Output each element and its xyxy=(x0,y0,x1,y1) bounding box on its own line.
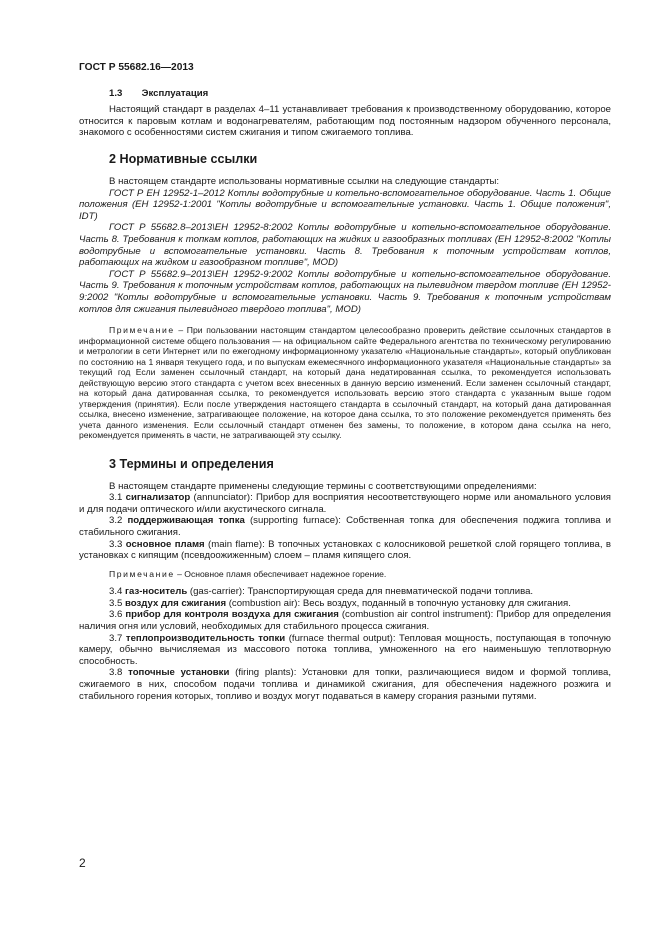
term-definition: (combustion air control instrument): Прибор для определения наличия огня или условий, необходимых для стабильного процесса сжигания. xyxy=(79,609,612,633)
term-number: 3.6 xyxy=(109,609,123,621)
term-number: 3.1 xyxy=(109,492,123,504)
term-number: 3.8 xyxy=(109,667,123,679)
term-3-4 xyxy=(79,586,611,598)
subsection-title: Эксплуатация xyxy=(141,87,209,99)
term-number: 3.5 xyxy=(109,597,123,609)
section-3-intro: В настоящем стандарте применены следующие термины с соответствующими определениями: xyxy=(109,480,537,492)
normative-ref-3: ГОСТ Р 55682.9–2013\ЕН 12952-9:2002 Котлы водотрубные и котельно-вспомогательное оборудование. Часть 9. Требования к топочным устройствам котлов, работающих на пылевидном твердом топливе (ЕН 12952-9:2002 "Котлы водотрубные и вспомогательные установки. Часть 9. Требования к топочным устройствам котлов для сжигания пылевидного твердого топлива", MOD) xyxy=(79,268,611,315)
term-definition: (main flame): В топочных установках с колосниковой решеткой слой горящего топлива, в установках с кипящим (псевдоожиженным) слоем – пламя кипящего слоя. xyxy=(79,538,611,562)
term-name: газ-носитель xyxy=(125,586,188,598)
term-name: поддерживающая топка xyxy=(127,515,245,527)
normative-ref-1: ГОСТ Р ЕН 12952-1–2012 Котлы водотрубные и котельно-вспомогательное оборудование. Часть 1. Общие положения (ЕН 12952-1:2001 "Котлы водотрубные и вспомогательные установки. Часть 1. Общие положения", IDT) xyxy=(79,187,611,222)
term-3-8 xyxy=(79,667,611,702)
section-2-note xyxy=(79,325,611,441)
section-2-title: 2 Нормативные ссылки xyxy=(109,151,258,166)
subsection-1-3-heading xyxy=(109,88,611,100)
term-definition: (firing plants): Установки для топки, различающиеся видом и формой топлива, сжигаемого в них, способом подачи топлива и динамикой сжигания, для обеспечения надежного розжига и стабильного горения которых, топливо и воздух могут подаваться в камеру сгорания разными путями. xyxy=(79,667,612,702)
term-definition: (furnace thermal output): Тепловая мощность, поступающая в топочную камеру, обычно вычисляемая из массового потока топлива, умноженного на его наименьшую теплотворную способность. xyxy=(79,632,611,667)
term-definition: (gas-carrier): Транспортирующая среда для пневматической подачи топлива. xyxy=(187,586,534,598)
term-name: топочные установки xyxy=(128,667,230,679)
term-definition: (annunciator): Прибор для восприятия несоответствующего норме или аномального условия и для подачи оптического и/или акустического сигнала. xyxy=(79,492,611,515)
term-number: 3.2 xyxy=(109,515,123,527)
term-definition: (combustion air): Весь воздух, поданный в топочную установку для сжигания. xyxy=(226,597,571,609)
term-3-5 xyxy=(79,598,611,610)
term-3-2 xyxy=(79,515,611,538)
term-name: сигнализатор xyxy=(125,492,191,504)
term-3-1 xyxy=(79,492,611,515)
subsection-number: 1.3 xyxy=(109,87,123,99)
section-2-intro: В настоящем стандарте использованы нормативные ссылки на следующие стандарты: xyxy=(109,175,500,187)
term-number: 3.4 xyxy=(109,586,123,598)
term-3-3 xyxy=(79,539,611,562)
term-3-6 xyxy=(79,609,611,632)
note-label: Примечание xyxy=(109,325,175,336)
term-name: основное пламя xyxy=(125,538,205,550)
term-definition: (supporting furnace): Собственная топка для обеспечения поджига топлива и стабильного сжигания. xyxy=(79,515,612,538)
section-3-note xyxy=(79,569,611,580)
page-number: 2 xyxy=(79,856,86,870)
term-name: прибор для контроля воздуха для сжигания xyxy=(125,609,339,621)
term-name: теплопроизводительность топки xyxy=(125,632,286,644)
note-text: – Основное пламя обеспечивает надежное горение. xyxy=(174,568,387,579)
term-number: 3.3 xyxy=(109,538,123,550)
section-3-title: 3 Термины и определения xyxy=(109,456,274,471)
note-label: Примечание xyxy=(109,568,175,579)
term-3-7 xyxy=(79,633,611,668)
subsection-1-3-text: Настоящий стандарт в разделах 4–11 устанавливает требования к производственному оборудованию, которое относится к паровым котлам и водонагревателям, работающим под постоянным надзором обученного персонала, знакомого с особенностями систем сжигания и типом сжигаемого топлива. xyxy=(79,104,611,139)
document-header: ГОСТ Р 55682.16—2013 xyxy=(79,62,194,73)
document-page xyxy=(79,62,611,702)
note-text: – При пользовании настоящим стандартом целесообразно проверить действие ссылочных стандартов в информационной системе общего пользования — на официальном сайте Федерального агентства по техническому регулированию и метрологии в сети Интернет или по ежегодному информационному указателю «Национальные стандарты», который опубликован по состоянию на 1 января текущего года, и по выпускам ежемесячного информационного указателя «Национальные стандарты» за текущий год Если заменен ссылочный стандарт, на который дана недатированная ссылка, то рекомендуется использовать действующую версию этого стандарта с учетом всех внесенных в данную версию изменений. Если заменен ссылочный стандарт, на который дана датированная ссылка, то рекомендуется использовать версию этого стандарта с указанным выше годом утверждения (принятия). Если после утверждения настоящего стандарта в ссылочный стандарт, на который дана датированная ссылка, внесено изменение, затрагивающее положение, на которое дана ссылка, то это положение рекомендуется применять без учета данного изменения. Если ссылочный стандарт отменен без замены, то положение, в котором дана ссылка на него, рекомендуется применять в части, не затрагивающей эту ссылку. xyxy=(79,325,611,441)
term-number: 3.7 xyxy=(109,632,123,644)
normative-ref-2: ГОСТ Р 55682.8–2013\ЕН 12952-8:2002 Котлы водотрубные и котельно-вспомогательное оборудование. Часть 8. Требования к топкам котлов, работающих на жидких и газообразных топливах (ЕН 12952-8:2002 "Котлы водотрубные и вспомогательные установки. Часть 8. Требования к топочным устройствам котлов, работающих на жидком и газообразном топливе", MOD) xyxy=(79,222,611,269)
term-name: воздух для сжигания xyxy=(125,597,227,609)
